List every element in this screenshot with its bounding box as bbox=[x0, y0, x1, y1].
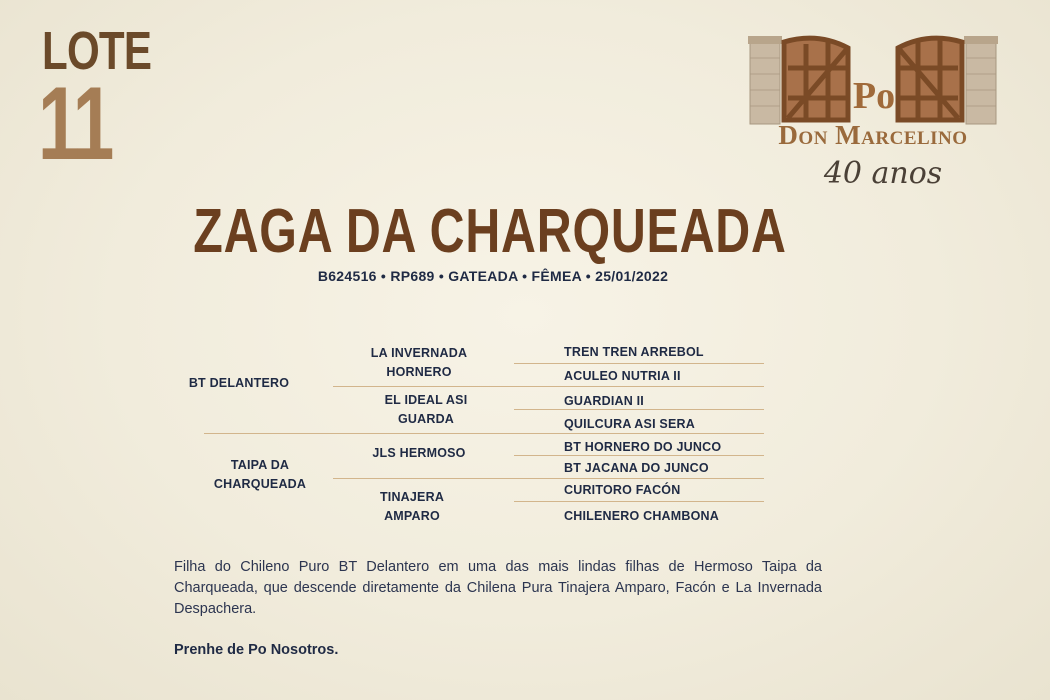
horse-info: B624516 • RP689 • GATEADA • FÊMEA • 25/01/2022 bbox=[317, 268, 669, 284]
pedigree-divider bbox=[333, 478, 764, 479]
pregnancy-note: Prenhe de Po Nosotros. bbox=[174, 642, 339, 658]
pedigree-g3-item: TREN TREN ARREBOL bbox=[564, 345, 704, 359]
pedigree-divider bbox=[514, 363, 764, 364]
pedigree-g3-item: QUILCURA ASI SERA bbox=[564, 417, 695, 431]
pedigree-divider bbox=[514, 409, 764, 410]
pedigree-sire: BT DELANTERO bbox=[188, 376, 290, 390]
pedigree-divider bbox=[204, 433, 764, 434]
pedigree-divider bbox=[333, 386, 764, 387]
horse-description: Filha do Chileno Puro BT Delantero em uma das mais lindas filhas de Hermoso Taipa da Charqueada, que descende diretamente da Chilena Pura Tinajera Amparo, Facón e La Invernada Despachera. bbox=[174, 559, 822, 617]
logo-emblem: Po bbox=[852, 75, 896, 117]
pedigree-g3-item: CURITORO FACÓN bbox=[564, 483, 681, 497]
pedigree-g3-item: BT HORNERO DO JUNCO bbox=[564, 440, 722, 454]
pedigree-g3-item: GUARDIAN II bbox=[564, 394, 644, 408]
pedigree-g3-item: BT JACANA DO JUNCO bbox=[564, 461, 709, 475]
pedigree-dam: TAIPA DA CHARQUEADA bbox=[213, 458, 307, 491]
pedigree-dam-sire: JLS HERMOSO bbox=[372, 446, 466, 460]
pedigree-dam-dam: TINAJERA AMPARO bbox=[379, 490, 445, 523]
lot-number: 11 bbox=[38, 66, 112, 182]
pedigree-g3-item: ACULEO NUTRIA II bbox=[564, 369, 681, 383]
lot-label: LOTE bbox=[42, 21, 152, 81]
pedigree-g3-item: CHILENERO CHAMBONA bbox=[564, 509, 719, 523]
logo-name: Don Marcelino bbox=[778, 120, 968, 150]
pedigree-sire-sire: LA INVERNADA HORNERO bbox=[370, 346, 468, 379]
logo-anniversary: 40 anos bbox=[823, 156, 943, 191]
pedigree-sire-dam: EL IDEAL ASI GUARDA bbox=[384, 393, 468, 426]
pedigree-divider bbox=[514, 455, 764, 456]
pedigree-divider bbox=[514, 501, 764, 502]
don-marcelino-logo bbox=[748, 28, 998, 213]
horse-name: ZAGA DA CHARQUEADA bbox=[193, 197, 787, 266]
